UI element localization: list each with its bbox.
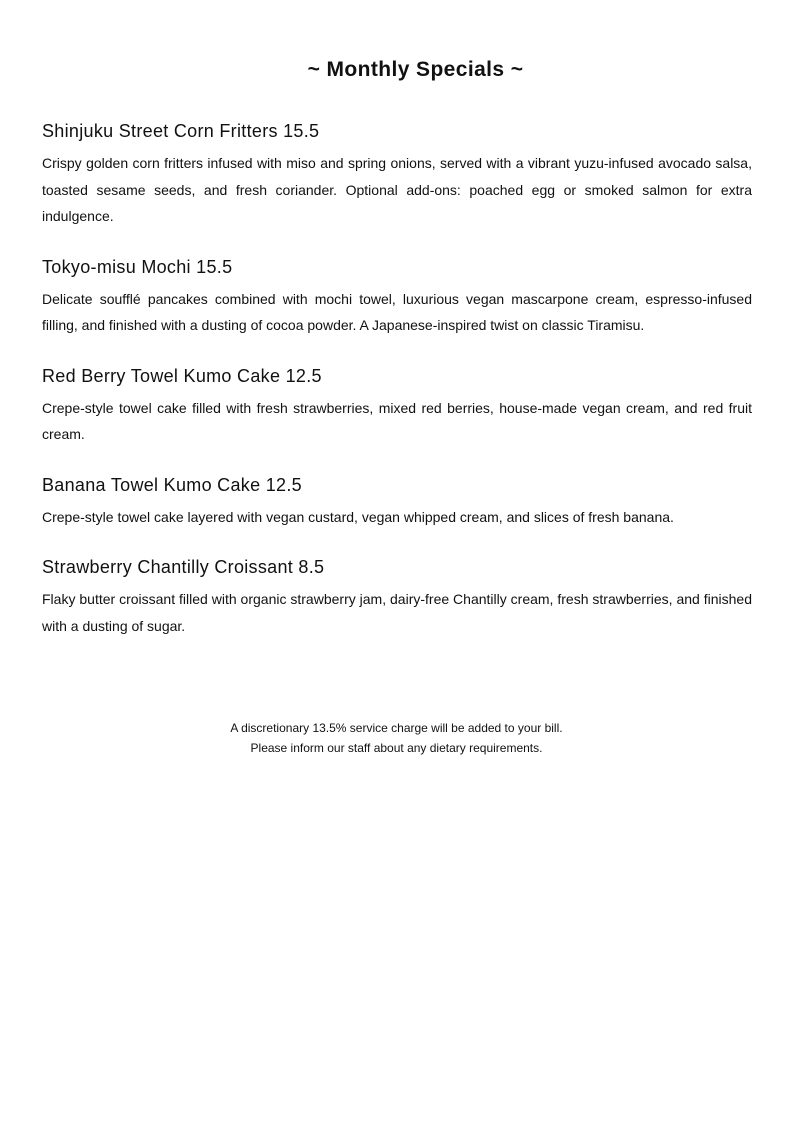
menu-item-description: Crepe-style towel cake filled with fresh strawberries, mixed red berries, house-made vegan cream, and red fruit cream. (42, 399, 752, 442)
menu-item (42, 365, 752, 448)
page-title: ~ Monthly Specials ~ (307, 58, 524, 82)
menu-item (42, 120, 752, 230)
menu-item-heading (42, 474, 752, 496)
menu-item-name: Red Berry Towel Kumo Cake (42, 365, 281, 386)
menu-item-heading (42, 256, 752, 278)
menu-items-list (42, 120, 752, 639)
menu-item-name: Tokyo-misu Mochi (42, 256, 191, 277)
menu-item (42, 556, 752, 639)
menu-item-heading (42, 120, 752, 142)
menu-item-heading (42, 365, 752, 387)
service-charge-note: A discretionary 13.5% service charge will be added to your bill. (230, 721, 563, 735)
menu-item-price: 15.5 (283, 121, 320, 141)
menu-item (42, 256, 752, 339)
menu-item-heading (42, 556, 752, 578)
menu-item-name: Banana Towel Kumo Cake (42, 474, 261, 495)
menu-item-description: Flaky butter croissant filled with organic strawberry jam, dairy-free Chantilly cream, fresh strawberries, and finished with a dusting of sugar. (42, 591, 752, 634)
menu-item-description: Delicate soufflé pancakes combined with mochi towel, luxurious vegan mascarpone cream, espresso-infused filling, and finished with a dusting of cocoa powder. A Japanese-inspired twist on classic Tiramisu. (42, 290, 752, 333)
menu-item-price: 12.5 (285, 365, 322, 386)
dietary-requirements-note: Please inform our staff about any dietary requirements. (250, 741, 543, 755)
menu-item-price: 12.5 (265, 474, 302, 495)
menu-item-name: Strawberry Chantilly Croissant (42, 557, 294, 577)
footer-notes (0, 718, 793, 758)
menu-item-description: Crepe-style towel cake layered with vegan custard, vegan whipped cream, and slices of fresh banana. (42, 508, 674, 525)
menu-item-description: Crispy golden corn fritters infused with miso and spring onions, served with a vibrant yuzu-infused avocado salsa, toasted sesame seeds, and fresh coriander. Optional add-ons: poached egg or smoked salmon for extra indulgence. (42, 155, 752, 224)
menu-item (42, 474, 752, 531)
menu-item-price: 15.5 (196, 256, 233, 277)
menu-item-name: Shinjuku Street Corn Fritters (42, 121, 278, 141)
menu-item-price: 8.5 (298, 557, 325, 577)
